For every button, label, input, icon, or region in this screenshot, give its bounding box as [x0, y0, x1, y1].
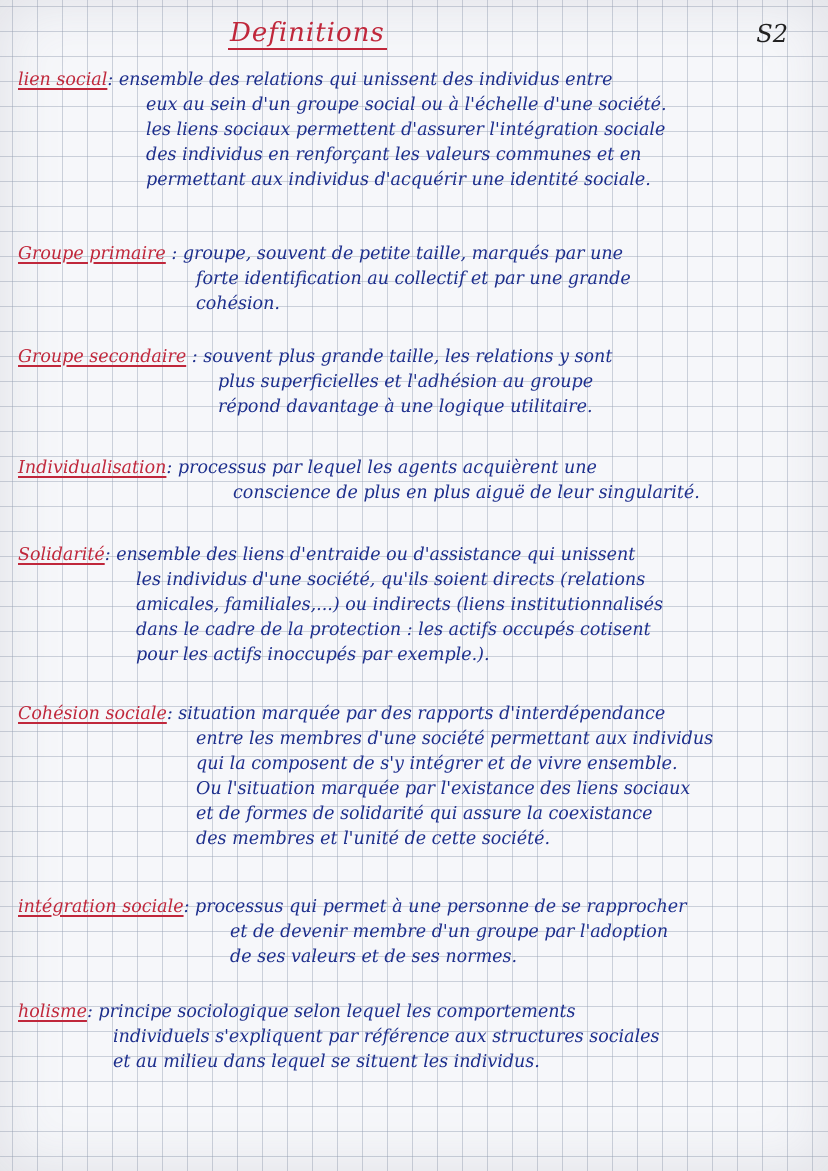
page-number: S2: [756, 20, 788, 48]
definition-line: souvent plus grande taille, les relations y sont: [203, 347, 613, 367]
definition-line: entre les membres d'une société permettant aux individus: [196, 729, 714, 749]
definition-entry-integration-sociale: intégration sociale: processus qui permet à une personne de se rapprocher et de devenir membre d'un groupe par l'adoption de ses valeurs et de ses normes.: [18, 895, 814, 970]
definition-term: Solidarité: [18, 545, 105, 565]
definition-term: intégration sociale: [18, 897, 184, 917]
definition-line: plus superficielles et l'adhésion au groupe: [218, 372, 594, 392]
definition-line: dans le cadre de la protection : les actifs occupés cotisent: [136, 620, 651, 640]
definition-line: qui la composent de s'y intégrer et de vivre ensemble.: [196, 754, 678, 774]
definition-line: ensemble des liens d'entraide ou d'assistance qui unissent: [116, 545, 636, 565]
definition-entry-groupe-primaire: Groupe primaire : groupe, souvent de petite taille, marqués par une forte identification au collectif et par une grande cohésion.: [18, 242, 814, 317]
definition-entry-holisme: holisme: principe sociologique selon lequel les comportements individuels s'expliquent par référence aux structures sociales et au milieu dans lequel se situent les individus.: [18, 1000, 814, 1075]
page-title: Definitions: [230, 18, 385, 48]
definition-term: Individualisation: [18, 458, 167, 478]
definition-line: forte identification au collectif et par une grande: [196, 269, 631, 289]
definition-line: cohésion.: [196, 294, 280, 314]
definition-line: répond davantage à une logique utilitaire.: [218, 397, 593, 417]
definition-line: et au milieu dans lequel se situent les individus.: [113, 1052, 540, 1072]
definition-line: amicales, familiales,...) ou indirects (liens institutionnalisés: [136, 595, 663, 615]
definition-entry-solidarite: Solidarité: ensemble des liens d'entraide ou d'assistance qui unissent les individus d'une société, qu'ils soient directs (relations amicales, familiales,...) ou indirects (liens institutionnalisés dans le cadre de la protection : les actifs occupés cotisent pour les actifs inoccupés par exemple.).: [18, 543, 814, 668]
definition-term: Cohésion sociale: [18, 704, 167, 724]
definition-entry-individualisation: Individualisation: processus par lequel les agents acquièrent une conscience de plus en plus aiguë de leur singularité.: [18, 456, 814, 506]
definition-line: pour les actifs inoccupés par exemple.).: [136, 645, 490, 665]
definition-line: de ses valeurs et de ses normes.: [230, 947, 518, 967]
definition-line: et de formes de solidarité qui assure la coexistance: [196, 804, 653, 824]
definition-line: eux au sein d'un groupe social ou à l'échelle d'une société.: [146, 95, 667, 115]
definition-line: principe sociologique selon lequel les comportements: [98, 1002, 576, 1022]
definition-line: groupe, souvent de petite taille, marqués par une: [182, 244, 624, 264]
definition-entry-cohesion-sociale: Cohésion sociale: situation marquée par des rapports d'interdépendance entre les membres d'une société permettant aux individus qui la composent de s'y intégrer et de vivre ensemble. Ou l'situation marquée par l'existance des liens sociaux et de formes de solidarité qui assure la coexistance des membres et l'unité de cette société.: [18, 702, 814, 852]
definition-term: holisme: [18, 1002, 87, 1022]
definition-line: Ou l'situation marquée par l'existance des liens sociaux: [196, 779, 691, 799]
definition-line: des individus en renforçant les valeurs communes et en: [146, 145, 642, 165]
definition-line: situation marquée par des rapports d'interdépendance: [178, 704, 666, 724]
definition-line: les individus d'une société, qu'ils soient directs (relations: [136, 570, 646, 590]
definition-line: des membres et l'unité de cette société.: [196, 829, 551, 849]
definition-line: et de devenir membre d'un groupe par l'adoption: [230, 922, 669, 942]
definition-entry-lien-social: lien social: ensemble des relations qui unissent des individus entre eux au sein d'un groupe social ou à l'échelle d'une société. les liens sociaux permettent d'assurer l'intégration sociale des individus en renforçant les valeurs communes et en permettant aux individus d'acquérir une identité sociale.: [18, 68, 814, 193]
definition-entry-groupe-secondaire: Groupe secondaire : souvent plus grande taille, les relations y sont plus superficielles et l'adhésion au groupe répond davantage à une logique utilitaire.: [18, 345, 814, 420]
definition-line: processus par lequel les agents acquièrent une: [177, 458, 597, 478]
definition-line: processus qui permet à une personne de se rapprocher: [195, 897, 687, 917]
definition-line: permettant aux individus d'acquérir une identité sociale.: [146, 170, 651, 190]
definition-line: individuels s'expliquent par référence aux structures sociales: [113, 1027, 660, 1047]
definition-term: Groupe secondaire: [18, 347, 187, 367]
definition-line: conscience de plus en plus aiguë de leur singularité.: [233, 483, 700, 503]
definition-term: lien social: [18, 70, 108, 90]
definition-line: ensemble des relations qui unissent des individus entre: [118, 70, 613, 90]
definition-term: Groupe primaire: [18, 244, 166, 264]
definition-line: les liens sociaux permettent d'assurer l'intégration sociale: [146, 120, 666, 140]
